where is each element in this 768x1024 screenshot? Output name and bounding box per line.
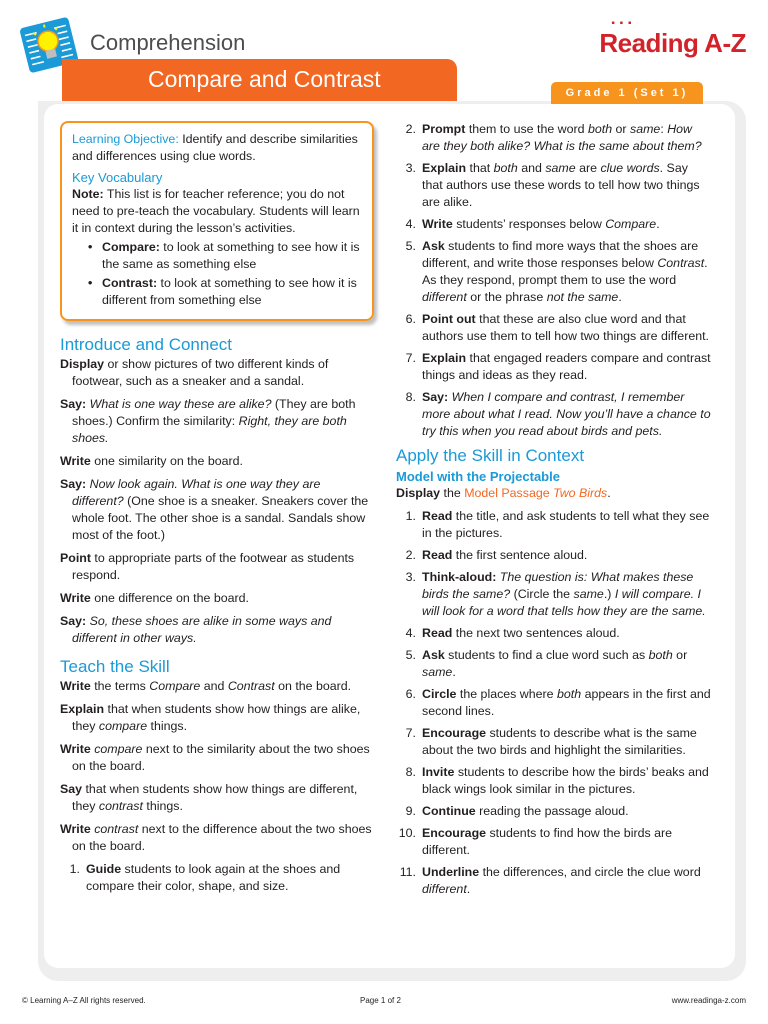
step-number: 4. <box>405 217 416 231</box>
text: students’ responses below <box>452 217 606 231</box>
step-number: 7. <box>405 351 416 365</box>
verb: Read <box>422 626 453 640</box>
term: contrast <box>98 799 143 813</box>
brand-name: Reading A-Z <box>599 28 746 58</box>
text: the places where <box>456 687 557 701</box>
text: students to describe how the birds’ beaks and black wings look similar in the pictures. <box>422 765 709 796</box>
italic-text: different <box>422 882 467 896</box>
footer-copyright: © Learning A–Z All rights reserved. <box>22 996 146 1005</box>
brand-logo <box>599 18 746 59</box>
page-title: Compare and Contrast <box>148 66 381 92</box>
verb: Think-aloud: <box>422 570 497 584</box>
vocab-term <box>88 275 362 309</box>
verb: Explain <box>422 161 467 175</box>
text: that when students show how things are different, they <box>72 782 358 813</box>
text: on the board. <box>274 679 352 693</box>
text: reading the passage aloud. <box>475 804 629 818</box>
text: that engaged readers compare and contrast things and ideas as they read. <box>422 351 711 382</box>
objective-text: Identify and describe similarities and differences using clue words. <box>72 132 358 163</box>
numbered-step <box>396 121 712 155</box>
verb: Point <box>60 551 91 565</box>
passage-link[interactable] <box>464 486 607 500</box>
italic-text: I will compare. I will look for a word that tells how they are the same. <box>422 587 706 618</box>
step-number: 1. <box>69 862 80 876</box>
step-number: 8. <box>405 765 416 779</box>
text: that when students show how things are alike, they <box>72 702 361 733</box>
text: (They are both shoes.) Confirm the similarity: <box>72 397 356 428</box>
step-number: 2. <box>405 122 416 136</box>
paragraph <box>60 821 374 855</box>
verb: Point out <box>422 312 476 326</box>
numbered-step <box>396 803 712 820</box>
paragraph <box>60 476 374 544</box>
verb: Say: <box>60 397 87 411</box>
verb: Write <box>422 217 453 231</box>
verb: Say: <box>422 390 449 404</box>
verb: Guide <box>86 862 122 876</box>
verb: Invite <box>422 765 455 779</box>
text: . <box>452 665 456 679</box>
italic-text: same <box>630 122 661 136</box>
text: are <box>575 161 601 175</box>
text: or <box>672 648 688 662</box>
verb: Underline <box>422 865 480 879</box>
text: next to the similarity about the two shoes on the board. <box>72 742 370 773</box>
text: students to describe what is the same about the two birds and highlight the similarities. <box>422 726 697 757</box>
verb: Display <box>396 486 441 500</box>
left-column <box>60 121 374 900</box>
text: . Say that authors use these words to tell how two things are alike. <box>422 161 700 209</box>
vocab-heading: Key Vocabulary <box>72 170 163 185</box>
verb: Write <box>60 742 91 756</box>
term: Contrast: <box>102 276 158 290</box>
text: students to look again at the shoes and compare their color, shape, and size. <box>86 862 341 893</box>
apply-subheading: Model with the Projectable <box>396 469 560 484</box>
verb: Ask <box>422 648 445 662</box>
title-bar <box>62 59 457 101</box>
text: the terms <box>90 679 150 693</box>
bullet: • <box>88 240 93 254</box>
text: . <box>618 290 622 304</box>
verb: Write <box>60 591 91 605</box>
text: students to find more ways that the shoes are different, and write those responses below <box>422 239 699 270</box>
paragraph <box>60 781 374 815</box>
paragraph <box>60 356 374 390</box>
text: things. <box>147 719 188 733</box>
quote: Right, they are both shoes. <box>72 414 347 445</box>
numbered-step <box>396 569 712 620</box>
text: or the phrase <box>466 290 547 304</box>
step-number: 9. <box>405 804 416 818</box>
text: . <box>466 882 471 896</box>
right-column <box>396 121 712 903</box>
text: or <box>612 122 630 136</box>
text: . <box>607 486 611 500</box>
link-text: Model Passage <box>464 486 554 500</box>
italic-text: same <box>573 587 604 601</box>
paragraph <box>60 678 374 695</box>
verb: Explain <box>60 702 105 716</box>
numbered-step <box>396 311 712 345</box>
text: . <box>656 217 660 231</box>
verb: Say: <box>60 614 87 628</box>
numbered-step <box>396 686 712 720</box>
text: and <box>200 679 228 693</box>
text: the next two sentences aloud. <box>452 626 620 640</box>
text: .) <box>603 587 615 601</box>
verb: Prompt <box>422 122 466 136</box>
numbered-step <box>396 647 712 681</box>
text: one similarity on the board. <box>90 454 243 468</box>
verb: Say: <box>60 477 87 491</box>
objective-box <box>60 121 374 321</box>
step-number: 7. <box>405 726 416 740</box>
text: that <box>466 161 494 175</box>
italic-text: How are they both alike? What is the same about them? <box>422 122 702 153</box>
term: compare <box>90 742 143 756</box>
numbered-step <box>396 625 712 642</box>
step-number: 11. <box>399 865 416 879</box>
paragraph <box>60 396 374 447</box>
logo-dots: ▪ ▪ ▪ <box>611 18 633 29</box>
intro-heading: Introduce and Connect <box>60 335 233 354</box>
step-number: 6. <box>405 687 416 701</box>
verb: Encourage <box>422 726 487 740</box>
footer-url: www.readinga-z.com <box>671 996 746 1005</box>
step-number: 3. <box>405 161 416 175</box>
numbered-step <box>396 160 712 211</box>
step-number: 2. <box>405 548 416 562</box>
step-number: 6. <box>405 312 416 326</box>
italic-text: Compare <box>605 217 657 231</box>
numbered-step <box>396 238 712 306</box>
verb: Display <box>60 357 105 371</box>
step-number: 5. <box>405 239 416 253</box>
text: next to the difference about the two shoes on the board. <box>72 822 372 853</box>
footer-page-number: Page 1 of 2 <box>360 996 401 1005</box>
numbered-step <box>396 725 712 759</box>
numbered-step <box>396 864 712 898</box>
verb: Circle <box>422 687 457 701</box>
text: students to find a clue word such as <box>444 648 649 662</box>
vocab-term <box>88 239 362 273</box>
italic-text: both <box>648 648 673 662</box>
numbered-step <box>396 508 712 542</box>
step-number: 8. <box>405 390 416 404</box>
paragraph <box>60 453 374 470</box>
paragraph <box>60 590 374 607</box>
display-line <box>396 485 712 502</box>
italic-text: clue words <box>600 161 660 175</box>
grade-badge: Grade 1 (Set 1) <box>551 82 703 104</box>
text: or show pictures of two different kinds of footwear, such as a sneaker and a sandal. <box>72 357 329 388</box>
text: and <box>517 161 546 175</box>
italic-text: The question is: What makes these birds the same? <box>422 570 694 601</box>
bullet: • <box>88 276 93 290</box>
text: them to use the word <box>465 122 588 136</box>
verb: Read <box>422 509 453 523</box>
note-text: This list is for teacher reference; you do not need to pre-teach the vocabulary. Students will learn it in context during the lesson’s activities. <box>72 187 360 235</box>
italic-text: both <box>557 687 582 701</box>
link-title: Two Birds <box>553 486 608 500</box>
quote: What is one way these are alike? <box>86 397 272 411</box>
definition: to look at something to see how it is the same as something else <box>102 240 360 271</box>
note-label: Note: <box>72 187 104 201</box>
numbered-step <box>396 825 712 859</box>
verb: Explain <box>422 351 467 365</box>
text: students to find how the birds are different. <box>422 826 673 857</box>
step-number: 1. <box>405 509 416 523</box>
verb: Encourage <box>422 826 487 840</box>
definition: to look at something to see how it is different from something else <box>102 276 357 307</box>
verb: Say <box>60 782 83 796</box>
italic-text: different <box>422 290 467 304</box>
numbered-step <box>396 764 712 798</box>
paragraph <box>60 613 374 647</box>
italic-text: not the same <box>546 290 619 304</box>
term: contrast <box>90 822 139 836</box>
step-number: 4. <box>405 626 416 640</box>
text: appears in the first and second lines. <box>422 687 711 718</box>
term: compare <box>98 719 148 733</box>
step-number: 5. <box>405 648 416 662</box>
teach-heading: Teach the Skill <box>60 657 170 676</box>
term: Compare <box>149 679 201 693</box>
text: : <box>660 122 668 136</box>
quote: Now look again. What is one way they are different? <box>72 477 321 508</box>
text: the <box>440 486 465 500</box>
paragraph <box>60 741 374 775</box>
verb: Write <box>60 679 91 693</box>
text: to appropriate parts of the footwear as students respond. <box>72 551 355 582</box>
verb: Write <box>60 454 91 468</box>
term: Compare: <box>102 240 160 254</box>
italic-text: both <box>493 161 518 175</box>
italic-text: same <box>545 161 576 175</box>
objective-label: Learning Objective: <box>72 132 179 146</box>
step-number: 3. <box>405 570 416 584</box>
verb: Ask <box>422 239 445 253</box>
numbered-step <box>396 389 712 440</box>
apply-heading: Apply the Skill in Context <box>396 446 585 465</box>
numbered-step <box>60 861 374 895</box>
quote: So, these shoes are alike in some ways and different in other ways. <box>72 614 332 645</box>
apply-steps-list <box>396 508 712 898</box>
text: that these are also clue word and that authors use them to tell how two things are different. <box>422 312 709 343</box>
paragraph <box>60 550 374 584</box>
text: the first sentence aloud. <box>452 548 588 562</box>
verb: Continue <box>422 804 476 818</box>
numbered-step <box>396 350 712 384</box>
section-label: Comprehension <box>90 30 246 55</box>
teach-steps-list <box>396 121 712 440</box>
numbered-step <box>396 547 712 564</box>
text: things. <box>142 799 183 813</box>
italic-text: When I compare and contrast, I remember more about what I read. Now you’ll have a chance to try this when you read about birds and pets. <box>422 390 711 438</box>
verb: Read <box>422 548 453 562</box>
vocab-note <box>72 186 362 237</box>
verb: Write <box>60 822 91 836</box>
italic-text: same <box>422 665 453 679</box>
text: (One shoe is a sneaker. Sneakers cover the whole foot. The other shoe is a sandal. Sandals show most of the foot.) <box>72 494 369 542</box>
text: the differences, and circle the clue word <box>479 865 701 879</box>
text: (Circle the <box>510 587 574 601</box>
text: the title, and ask students to tell what they see in the pictures. <box>422 509 710 540</box>
numbered-step <box>396 216 712 233</box>
paragraph <box>60 701 374 735</box>
text: . As they respond, prompt them to use the word <box>422 256 708 287</box>
step-number: 10. <box>398 826 416 840</box>
learning-objective <box>72 131 362 165</box>
italic-text: both <box>587 122 613 136</box>
term: Contrast <box>227 679 275 693</box>
italic-text: Contrast <box>657 256 705 270</box>
text: one difference on the board. <box>90 591 249 605</box>
